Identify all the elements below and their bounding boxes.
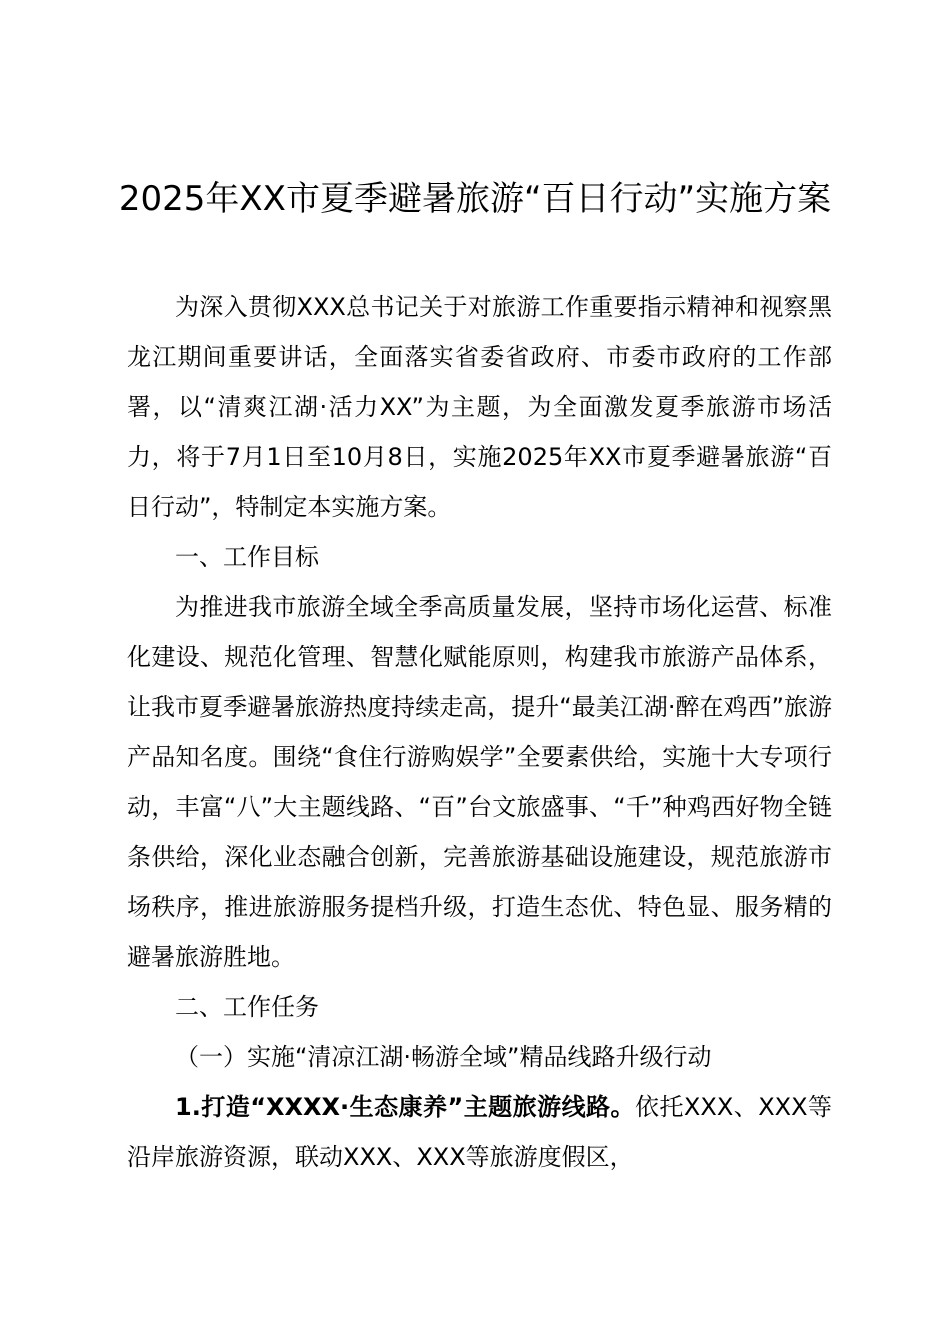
section-heading-goals: 一、工作目标 [175,543,319,571]
task-item-1-text: 依托XXX、XXX等沿岸旅游资源，联动XXX、XXX等旅游度假区， [127,1093,832,1171]
intro-paragraph: 为深入贯彻XXX总书记关于对旅游工作重要指示精神和视察黑龙江期间重要讲话，全面落实省委省政府、市委市政府的工作部署，以“清爽江湖·活力XX”为主题，为全面激发夏季旅游市场活力，将于7月1日至10月8日，实施2025年XX市夏季避暑旅游“百日行动”，特制定本实施方案。 [127,293,832,521]
document-body [127,282,832,1182]
subsection-heading-1: （一）实施“清凉江湖·畅游全域”精品线路升级行动 [175,1043,712,1071]
document-title: 2025年XX市夏季避暑旅游“百日行动”实施方案 [118,179,832,219]
task-item-1 [127,1082,832,1182]
goals-paragraph: 为推进我市旅游全域全季高质量发展，坚持市场化运营、标准化建设、规范化管理、智慧化赋能原则，构建我市旅游产品体系，让我市夏季避暑旅游热度持续走高，提升“最美江湖·醉在鸡西”旅游产品知名度。围绕“食住行游购娱学”全要素供给，实施十大专项行动，丰富“八”大主题线路、“百”台文旅盛事、“千”种鸡西好物全链条供给，深化业态融合创新，完善旅游基础设施建设，规范旅游市场秩序，推进旅游服务提档升级，打造生态优、特色显、服务精的避暑旅游胜地。 [127,593,832,971]
task-item-1-title: 1.打造“XXXX·生态康养”主题旅游线路。 [175,1093,635,1121]
section-heading-tasks: 二、工作任务 [175,993,319,1021]
